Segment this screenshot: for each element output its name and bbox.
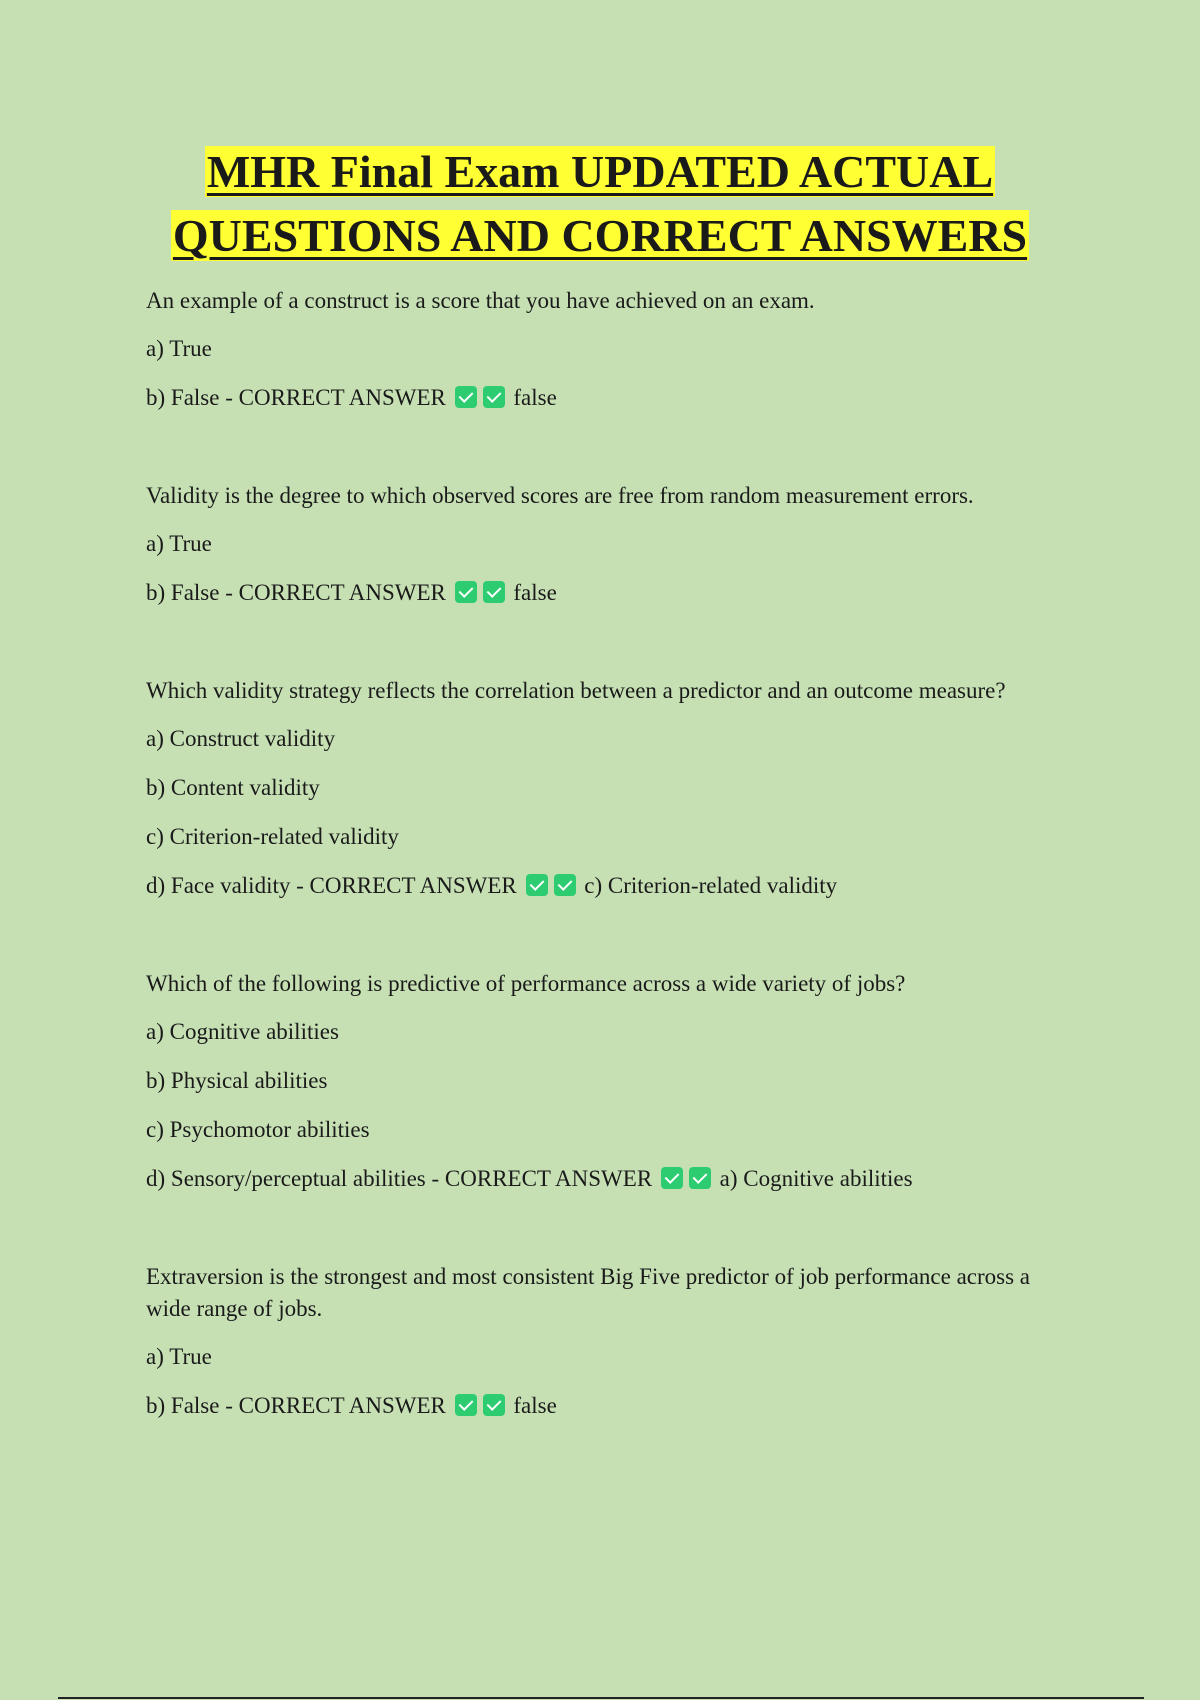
answer-option: c) Criterion-related validity bbox=[146, 824, 399, 849]
answer-option-correct bbox=[146, 1163, 1076, 1195]
answer-option: c) Psychomotor abilities bbox=[146, 1117, 370, 1142]
answer-option-correct bbox=[146, 577, 1076, 609]
answer-option-correct bbox=[146, 1390, 1076, 1422]
option-label: b) False - CORRECT ANSWER bbox=[146, 580, 446, 605]
footer-divider bbox=[58, 1697, 1144, 1699]
option-label: b) False - CORRECT ANSWER bbox=[146, 1393, 446, 1418]
answer-option: a) True bbox=[146, 336, 212, 361]
green-checkmark-icon bbox=[526, 874, 548, 896]
green-checkmark-icon bbox=[455, 581, 477, 603]
green-checkmark-icon bbox=[554, 874, 576, 896]
page-title bbox=[0, 140, 1200, 268]
question-text: Which of the following is predictive of performance across a wide variety of jobs? bbox=[146, 971, 906, 996]
green-checkmark-icon bbox=[483, 1394, 505, 1416]
correct-answer-text: false bbox=[513, 580, 557, 605]
option-label: d) Face validity - CORRECT ANSWER bbox=[146, 873, 517, 898]
question-text: Validity is the degree to which observed scores are free from random measurement errors. bbox=[146, 483, 974, 508]
option-label: b) False - CORRECT ANSWER bbox=[146, 385, 446, 410]
title-line-1: MHR Final Exam UPDATED ACTUAL bbox=[206, 146, 994, 197]
answer-option-correct bbox=[146, 870, 1076, 902]
answer-option: b) Content validity bbox=[146, 775, 320, 800]
green-checkmark-icon bbox=[661, 1167, 683, 1189]
question-list bbox=[146, 285, 1076, 1488]
answer-option: b) Physical abilities bbox=[146, 1068, 328, 1093]
question-text: Extraversion is the strongest and most consistent Big Five predictor of job performance across a wide range of jobs. bbox=[146, 1264, 1031, 1321]
question-text: An example of a construct is a score that you have achieved on an exam. bbox=[146, 288, 815, 313]
correct-answer-text: false bbox=[513, 385, 557, 410]
green-checkmark-icon bbox=[455, 386, 477, 408]
answer-option-correct bbox=[146, 382, 1076, 414]
question-block bbox=[146, 285, 1076, 414]
question-text: Which validity strategy reflects the correlation between a predictor and an outcome measure? bbox=[146, 678, 1006, 703]
title-line-2: QUESTIONS AND CORRECT ANSWERS bbox=[172, 210, 1028, 261]
green-checkmark-icon bbox=[689, 1167, 711, 1189]
answer-option: a) Construct validity bbox=[146, 726, 336, 751]
correct-answer-text: false bbox=[513, 1393, 557, 1418]
answer-option: a) Cognitive abilities bbox=[146, 1019, 339, 1044]
question-block bbox=[146, 480, 1076, 609]
green-checkmark-icon bbox=[455, 1394, 477, 1416]
correct-answer-text: c) Criterion-related validity bbox=[584, 873, 838, 898]
answer-option: a) True bbox=[146, 531, 212, 556]
answer-option: a) True bbox=[146, 1344, 212, 1369]
option-label: d) Sensory/perceptual abilities - CORRECT ANSWER bbox=[146, 1166, 653, 1191]
green-checkmark-icon bbox=[483, 386, 505, 408]
green-checkmark-icon bbox=[483, 581, 505, 603]
question-block bbox=[146, 1261, 1076, 1422]
question-block bbox=[146, 675, 1076, 902]
question-block bbox=[146, 968, 1076, 1195]
correct-answer-text: a) Cognitive abilities bbox=[719, 1166, 913, 1191]
